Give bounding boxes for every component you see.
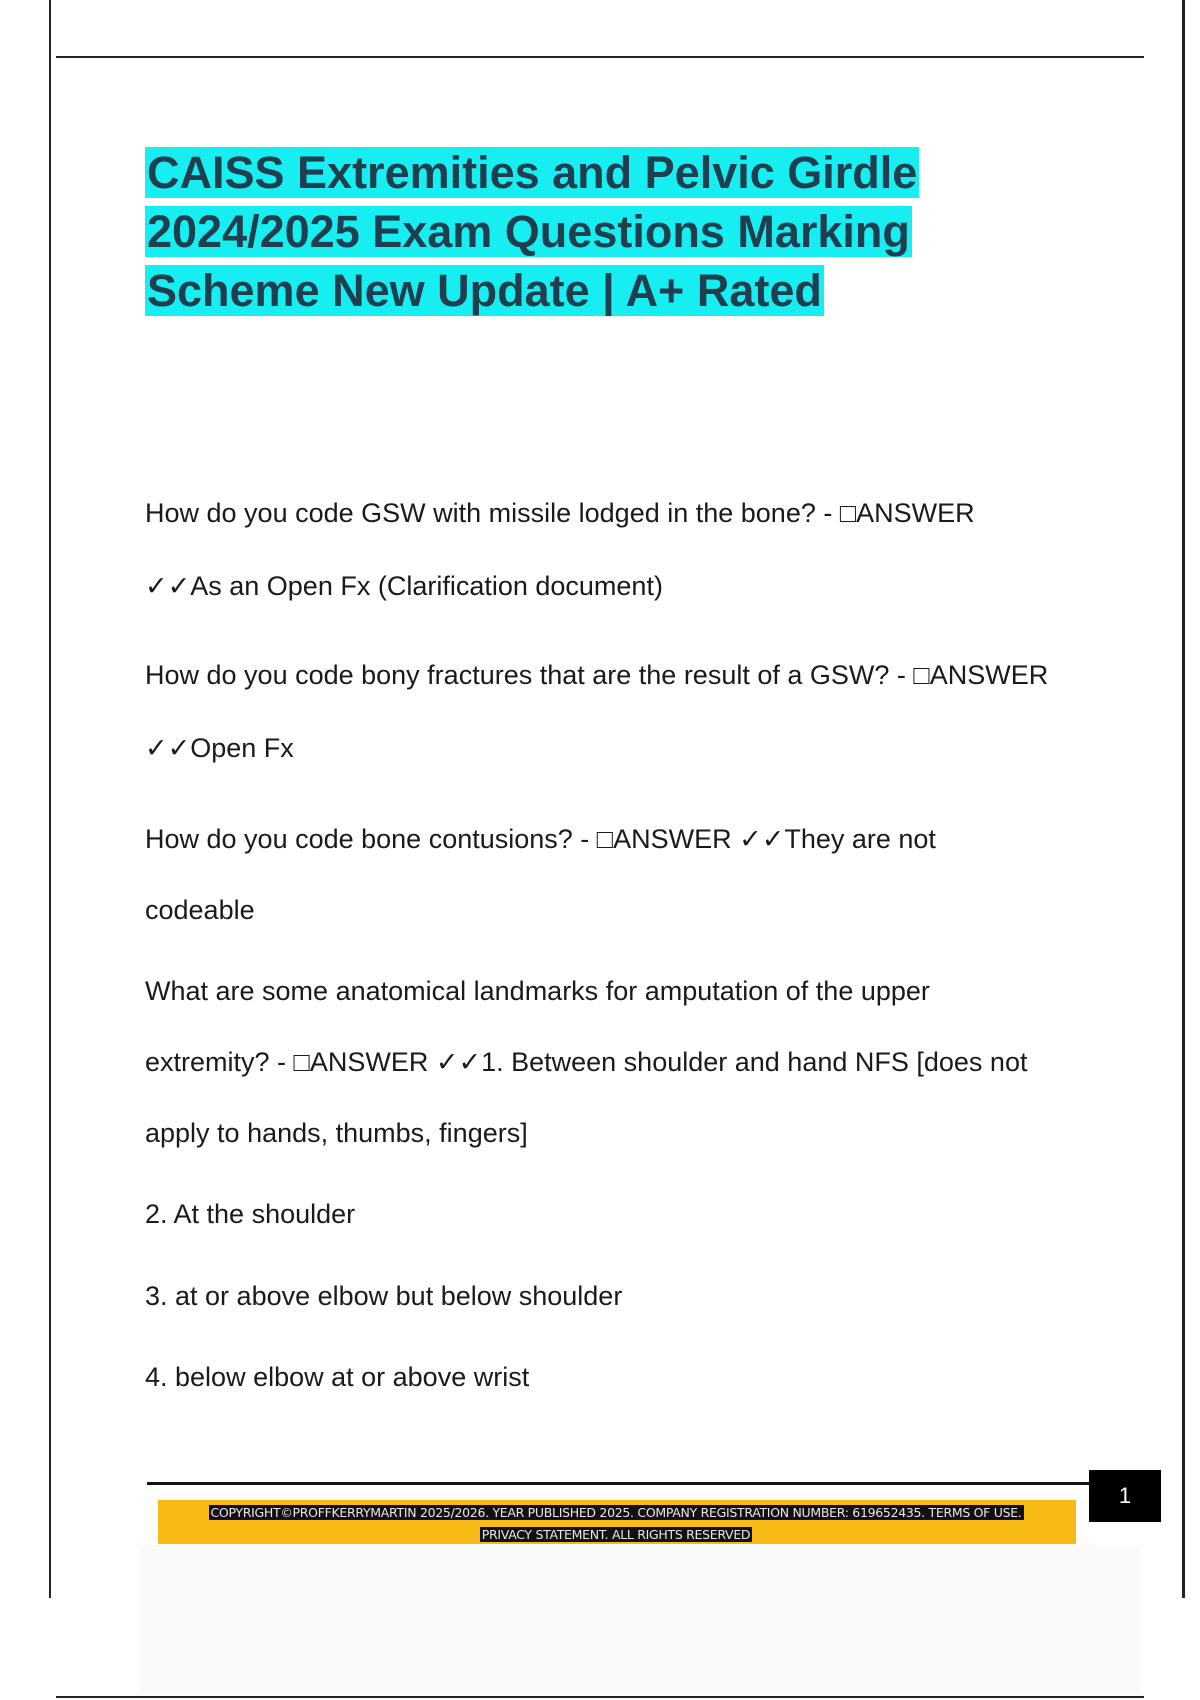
title-line-1: CAISS Extremities and Pelvic Girdle bbox=[147, 147, 918, 198]
answer-4-item-4: 4. below elbow at or above wrist bbox=[145, 1362, 530, 1392]
answer-4-item-3: 3. at or above elbow but below shoulder bbox=[145, 1281, 623, 1311]
question-1-line-1: How do you code GSW with missile lodged in the bone? - □ANSWER bbox=[145, 498, 975, 528]
page-number: 1 bbox=[1089, 1470, 1161, 1522]
header-rule bbox=[56, 56, 1144, 58]
title-line-3: Scheme New Update | A+ Rated bbox=[147, 265, 822, 316]
next-page-rule bbox=[56, 1696, 1144, 1698]
question-4-line-3: apply to hands, thumbs, fingers] bbox=[145, 1118, 528, 1148]
answer-4-item-2: 2. At the shoulder bbox=[145, 1199, 356, 1229]
page-bottom-shade bbox=[140, 1545, 1140, 1695]
footer-rule bbox=[147, 1482, 1089, 1485]
question-3-line-2: codeable bbox=[145, 895, 255, 925]
question-4-line-2: extremity? - □ANSWER ✓✓1. Between shoulder and hand NFS [does not bbox=[145, 1047, 1028, 1077]
answer-1: ✓✓As an Open Fx (Clarification document) bbox=[145, 571, 663, 601]
copyright-notice bbox=[170, 1502, 1062, 1546]
answer-2: ✓✓Open Fx bbox=[145, 733, 294, 763]
document-title bbox=[145, 143, 1105, 320]
question-2-line-1: How do you code bony fractures that are the result of a GSW? - □ANSWER bbox=[145, 660, 1049, 690]
question-4-line-1: What are some anatomical landmarks for amputation of the upper bbox=[145, 976, 930, 1006]
copyright-line-2: PRIVACY STATEMENT. ALL RIGHTS RESERVED bbox=[481, 1527, 751, 1542]
copyright-line-1: COPYRIGHT©PROFFKERRYMARTIN 2025/2026. YEAR PUBLISHED 2025. COMPANY REGISTRATION NUMBER: 619652435. TERMS OF USE. bbox=[210, 1505, 1022, 1520]
question-3-line-1: How do you code bone contusions? - □ANSWER ✓✓They are not bbox=[145, 824, 936, 854]
title-line-2: 2024/2025 Exam Questions Marking bbox=[147, 206, 910, 257]
